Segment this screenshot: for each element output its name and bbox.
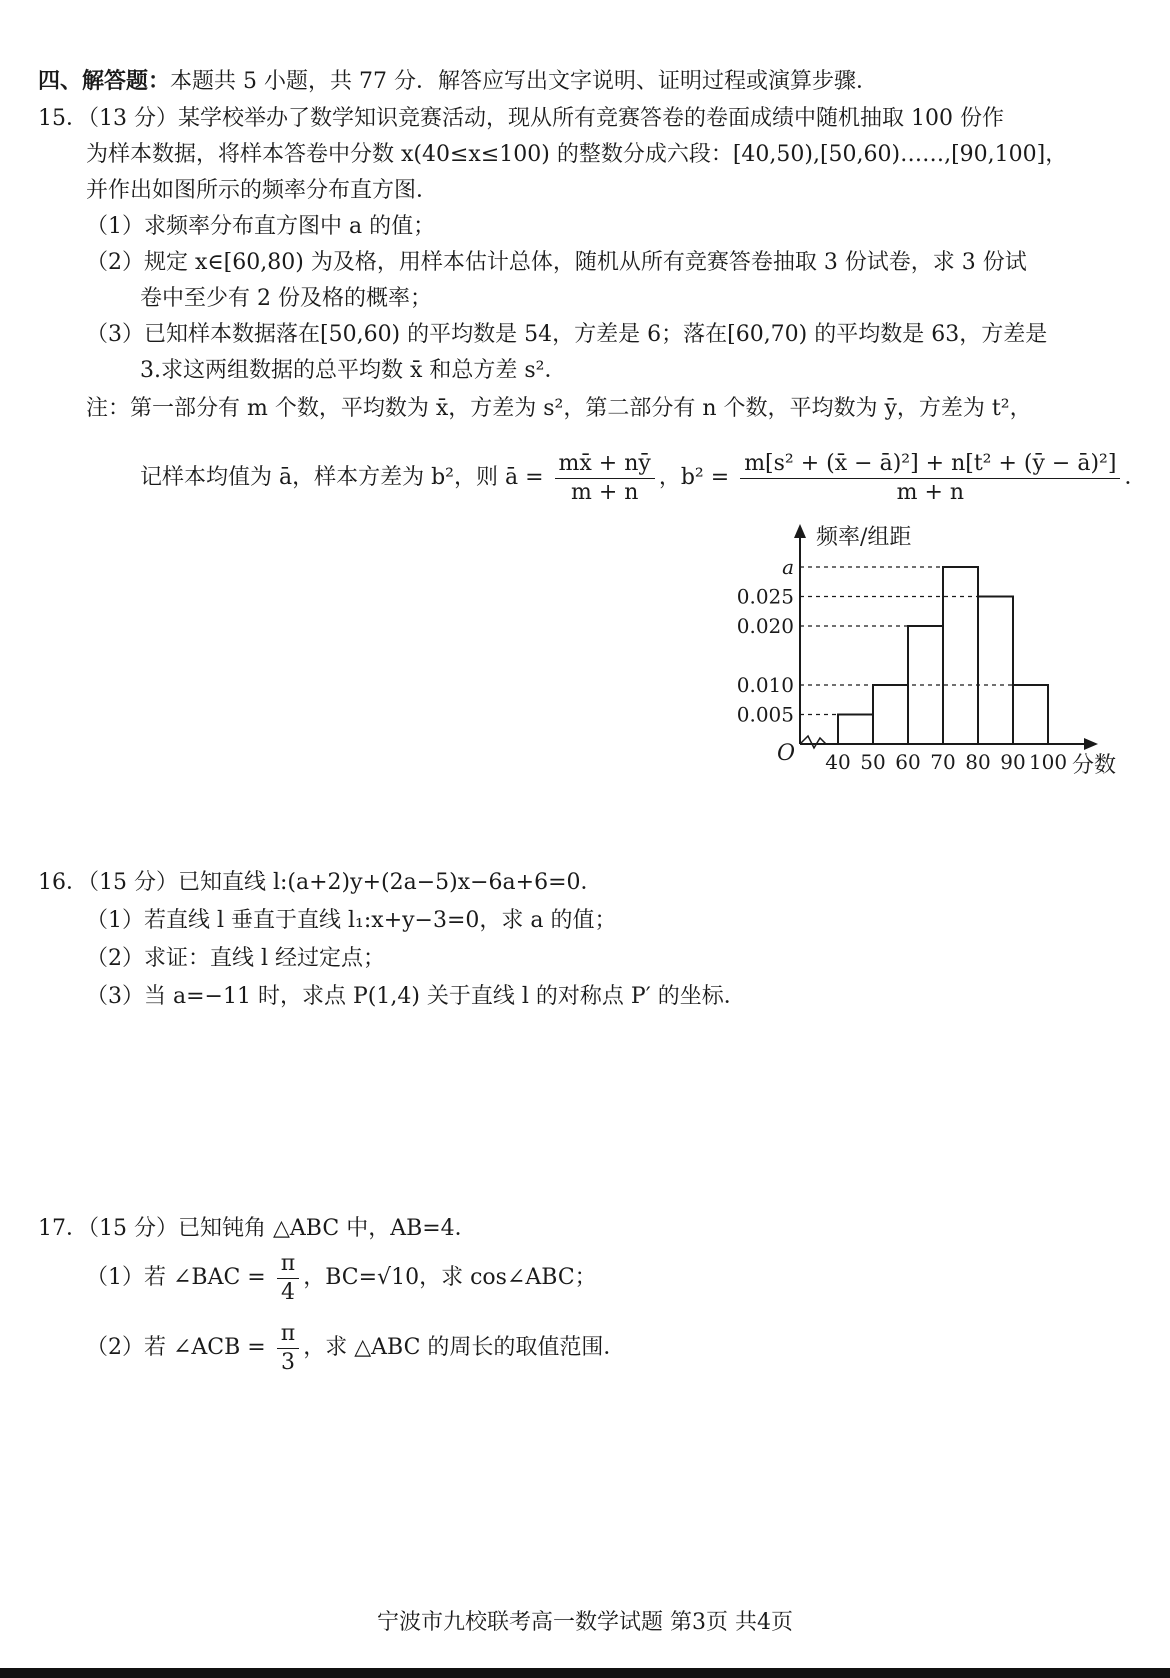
y-axis-arrow xyxy=(794,524,806,538)
note-prefix: 记样本均值为 ā，样本方差为 b²，则 ā = xyxy=(140,465,544,490)
q15-note-1: 注：第一部分有 m 个数，平均数为 x̄，方差为 s²，第二部分有 n 个数，平均数为 ȳ，方差为 t²， xyxy=(86,396,1032,421)
section-intro: 本题共 5 小题，共 77 分．解答应写出文字说明、证明过程或演算步骤． xyxy=(170,69,878,94)
q16-part3: （3）当 a=−11 时，求点 P(1,4) 关于直线 l 的对称点 P′ 的坐标． xyxy=(86,984,746,1009)
y-axis-title: 频率/组距 xyxy=(816,525,912,550)
bar-[40,50) xyxy=(838,715,873,745)
bar-[50,60) xyxy=(873,685,908,744)
bar-[90,100] xyxy=(1013,685,1048,744)
y-tick-label: 0.005 xyxy=(736,702,794,727)
axis-break xyxy=(800,736,838,748)
x-tick-label: 90 xyxy=(1000,750,1026,774)
variance-denominator: m + n xyxy=(896,479,965,505)
q15-part2-a: （2）规定 x∈[60,80) 为及格，用样本估计总体，随机从所有竞赛答卷抽取 3 份试卷，求 3 份试 xyxy=(86,250,1027,275)
frequency-histogram xyxy=(0,0,1170,800)
scan-edge xyxy=(0,1668,1170,1678)
q15-part2-b: 卷中至少有 2 份及格的概率； xyxy=(140,286,432,311)
variance-numerator: m[s² + (x̄ − ā)²] + n[t² + (ȳ − ā)²] xyxy=(740,450,1120,479)
bar-[80,90) xyxy=(978,597,1013,745)
q15-stem-3: 并作出如图所示的频率分布直方图． xyxy=(86,178,439,203)
bar-[70,80) xyxy=(943,567,978,744)
q16-number: 16． xyxy=(38,870,88,895)
x-tick-label: 100 xyxy=(1028,750,1068,774)
q15-stem-2: 为样本数据，将样本答卷中分数 x(40≤x≤100) 的整数分成六段：[40,50),[50,60)……,[90,100]， xyxy=(86,142,1068,167)
x-tick-label: 70 xyxy=(930,750,956,774)
q17-number: 17． xyxy=(38,1216,88,1241)
y-tick-label: 0.025 xyxy=(736,584,794,609)
q17-stem: （15 分）已知钝角 △ABC 中，AB=4． xyxy=(88,1216,477,1241)
angle-fraction-2 xyxy=(277,1320,299,1377)
angle-numerator-1: π xyxy=(277,1250,299,1279)
x-tick-label: 60 xyxy=(895,750,921,774)
x-tick-label: 80 xyxy=(965,750,991,774)
angle-denominator-1: 4 xyxy=(280,1279,295,1305)
y-tick-label: 0.020 xyxy=(736,614,794,638)
origin-label: O xyxy=(776,741,796,766)
x-axis-title: 分数 xyxy=(1072,753,1117,778)
angle-fraction-1 xyxy=(277,1250,299,1307)
section-title: 四、解答题： xyxy=(38,68,171,94)
angle-numerator-2: π xyxy=(277,1320,299,1349)
q16-line1 xyxy=(38,868,603,898)
q17-part1-prefix: （1）若 ∠BAC = xyxy=(86,1265,266,1290)
q15-part1: （1）求频率分布直方图中 a 的值； xyxy=(86,214,436,239)
q17-line1 xyxy=(38,1214,477,1244)
page-footer: 宁波市九校联考高一数学试题 第3页 共4页 xyxy=(377,1610,793,1635)
q17-part1 xyxy=(86,1248,597,1308)
x-tick-label: 40 xyxy=(825,750,851,774)
q17-part1-suffix: ，BC=√10，求 cos∠ABC； xyxy=(303,1265,597,1290)
q16-part2: （2）求证：直线 l 经过定点； xyxy=(86,946,386,971)
x-axis-arrow xyxy=(1084,738,1098,750)
angle-denominator-2: 3 xyxy=(280,1349,295,1375)
q15-part3-a: （3）已知样本数据落在[50,60) 的平均数是 54，方差是 6；落在[60,70) 的平均数是 63，方差是 xyxy=(86,322,1048,347)
mean-denominator: m + n xyxy=(570,479,639,505)
mean-numerator: mx̄ + nȳ xyxy=(555,450,655,479)
q15-number: 15． xyxy=(38,106,88,131)
q15-part3-b: 3.求这两组数据的总平均数 x̄ 和总方差 s²． xyxy=(140,358,567,383)
y-tick-label: 0.010 xyxy=(736,673,794,697)
x-tick-label: 50 xyxy=(860,750,886,774)
note-mid: ，b² = xyxy=(658,465,730,490)
q16-part1: （1）若直线 l 垂直于直线 l₁:x+y−3=0，求 a 的值； xyxy=(86,908,617,933)
q17-part2 xyxy=(86,1318,625,1378)
q15-stem-1: （13 分）某学校举办了数学知识竞赛活动，现从所有竞赛答卷的卷面成绩中随机抽取 100 份作 xyxy=(88,106,1004,131)
q16-stem: （15 分）已知直线 l:(a+2)y+(2a−5)x−6a+6=0． xyxy=(88,870,603,895)
y-tick-label: a xyxy=(782,555,794,579)
note-end: ． xyxy=(1124,465,1147,490)
q17-part2-suffix: ，求 △ABC 的周长的取值范围． xyxy=(303,1335,626,1360)
q17-part2-prefix: （2）若 ∠ACB = xyxy=(86,1335,266,1360)
